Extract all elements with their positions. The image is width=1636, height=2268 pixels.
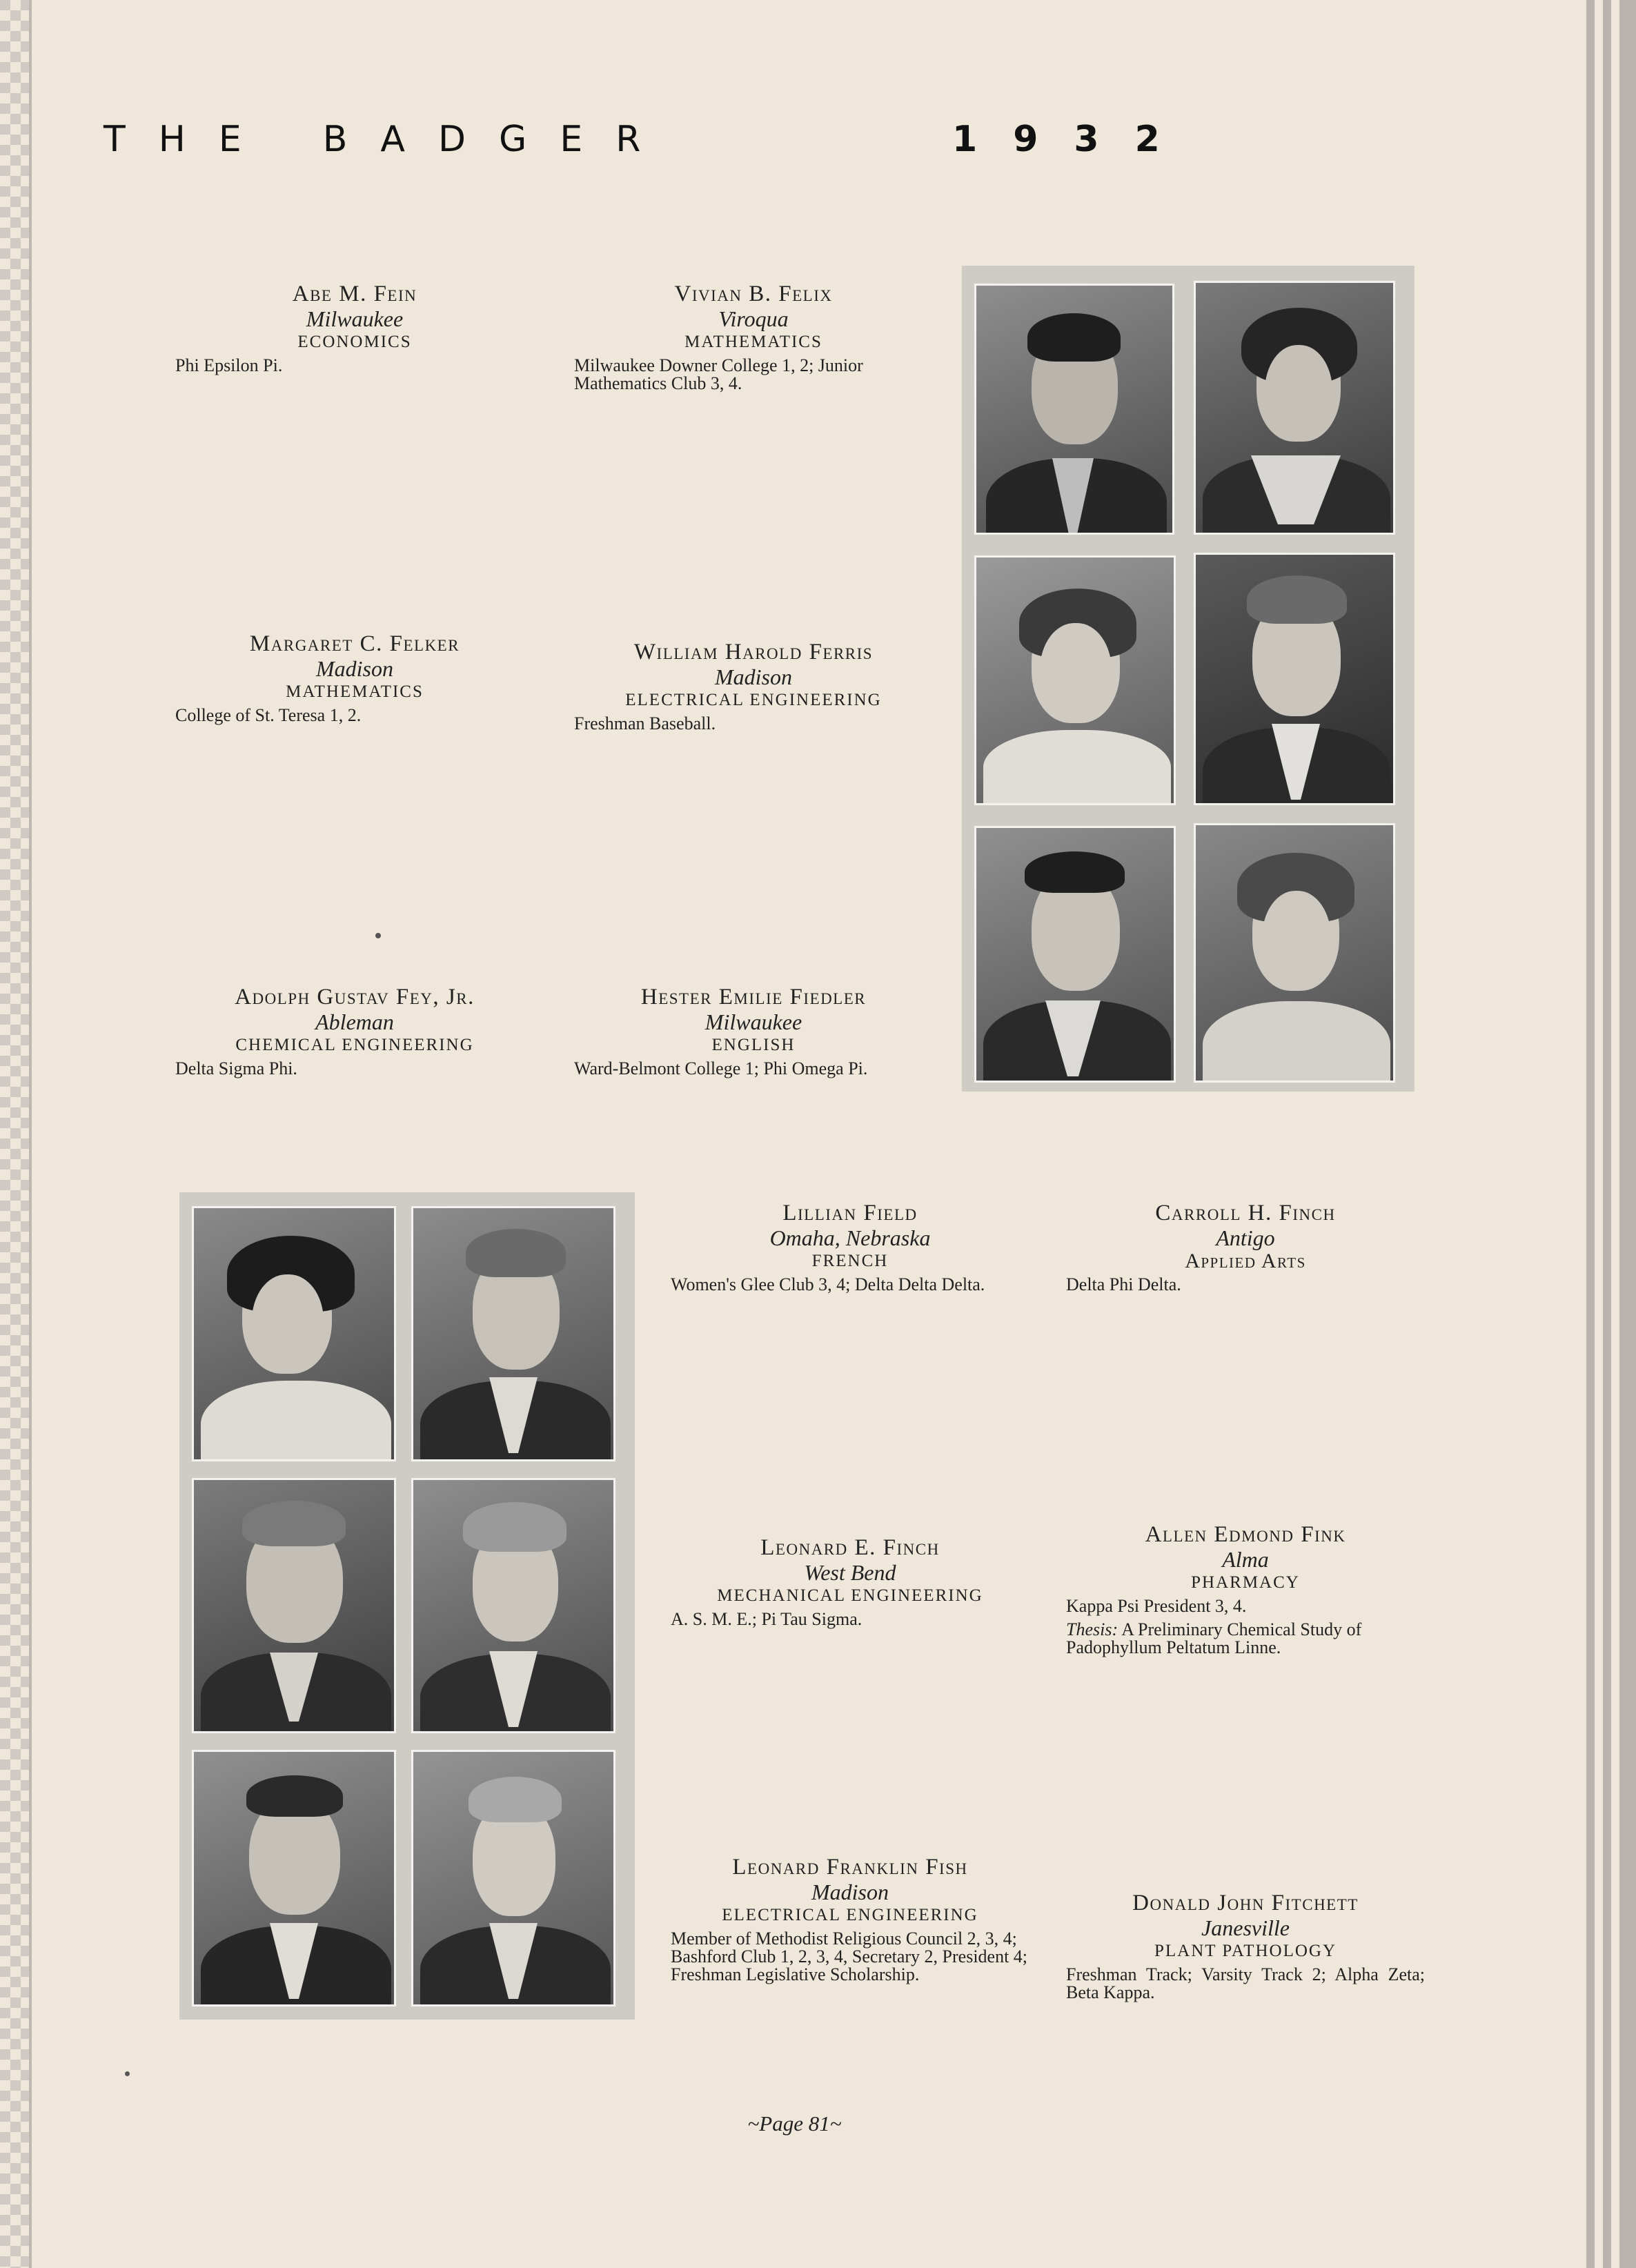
student-major: MATHEMATICS bbox=[286, 682, 424, 701]
student-entry bbox=[175, 282, 534, 375]
student-major: Applied Arts bbox=[1185, 1250, 1306, 1272]
page-number bbox=[0, 2111, 1636, 2136]
year-digit: 2 bbox=[1134, 119, 1160, 160]
student-name: William Harold Ferris bbox=[633, 640, 874, 664]
student-activities: Women's Glee Club 3, 4; Delta Delta Delta. bbox=[671, 1274, 985, 1294]
student-entry bbox=[671, 1855, 1029, 1984]
portrait-photo bbox=[192, 1750, 396, 2006]
decorative-left-border bbox=[0, 0, 32, 2268]
yearbook-title bbox=[104, 119, 673, 160]
title-letter: G bbox=[499, 119, 527, 160]
student-entry bbox=[574, 640, 933, 733]
title-letter: E bbox=[560, 119, 583, 160]
student-major: ECONOMICS bbox=[297, 333, 412, 351]
paper-speck bbox=[125, 2071, 130, 2076]
year-digit: 3 bbox=[1074, 119, 1099, 160]
page-label: ~Page 81~ bbox=[747, 2111, 842, 2136]
student-entry bbox=[175, 985, 534, 1078]
portrait-photo bbox=[974, 555, 1176, 805]
student-hometown: Ableman bbox=[315, 1009, 394, 1034]
portrait-photo bbox=[1194, 553, 1395, 805]
student-name: Leonard E. Finch bbox=[760, 1535, 940, 1560]
student-entry bbox=[1066, 1522, 1425, 1657]
student-thesis bbox=[1066, 1621, 1425, 1657]
student-entry bbox=[1066, 1201, 1425, 1294]
student-activities: College of St. Teresa 1, 2. bbox=[175, 705, 362, 725]
title-letter: D bbox=[438, 119, 466, 160]
student-entry bbox=[1066, 1891, 1425, 2002]
portrait-photo bbox=[192, 1206, 396, 1461]
portrait-photo bbox=[411, 1750, 615, 2006]
student-hometown: Omaha, Nebraska bbox=[769, 1225, 931, 1250]
thesis-title: A Preliminary Chemical Study of Padophyllum Peltatum Linne. bbox=[1066, 1619, 1362, 1657]
student-entry bbox=[574, 282, 933, 393]
student-activities: Phi Epsilon Pi. bbox=[175, 355, 283, 375]
student-name: Allen Edmond Fink bbox=[1145, 1522, 1346, 1547]
title-letter: H bbox=[158, 119, 186, 160]
year-digit: 9 bbox=[1013, 119, 1038, 160]
portrait-photo bbox=[1194, 281, 1395, 535]
student-hometown: Alma bbox=[1222, 1547, 1269, 1572]
student-hometown: Viroqua bbox=[718, 306, 789, 331]
student-major: ELECTRICAL ENGINEERING bbox=[722, 1906, 978, 1924]
student-activities: Freshman Baseball. bbox=[574, 713, 716, 733]
student-entry bbox=[671, 1201, 1029, 1294]
student-activities: Kappa Psi President 3, 4. bbox=[1066, 1596, 1247, 1616]
student-name: Hester Emilie Fiedler bbox=[640, 985, 867, 1009]
thesis-label: Thesis: bbox=[1066, 1619, 1118, 1639]
student-major: ELECTRICAL ENGINEERING bbox=[625, 691, 882, 709]
student-activities: Ward-Belmont College 1; Phi Omega Pi. bbox=[574, 1058, 868, 1078]
decorative-right-border bbox=[1579, 0, 1636, 2268]
student-activities: Delta Phi Delta. bbox=[1066, 1274, 1181, 1294]
title-letter: B bbox=[322, 119, 348, 160]
student-activities: A. S. M. E.; Pi Tau Sigma. bbox=[671, 1609, 863, 1629]
student-name: Adolph Gustav Fey, Jr. bbox=[235, 985, 475, 1009]
title-letter: A bbox=[380, 119, 405, 160]
student-name: Vivian B. Felix bbox=[674, 282, 833, 306]
student-hometown: Janesville bbox=[1201, 1915, 1290, 1940]
portrait-photo bbox=[411, 1478, 615, 1733]
title-letter: T bbox=[104, 119, 126, 160]
student-activities: Milwaukee Downer College 1, 2; Junior Mathematics Club 3, 4. bbox=[574, 355, 863, 393]
student-hometown: Antigo bbox=[1216, 1225, 1275, 1250]
paper-speck bbox=[375, 933, 381, 938]
year-digit: 1 bbox=[952, 119, 978, 160]
student-entry bbox=[175, 631, 534, 724]
student-hometown: West Bend bbox=[804, 1560, 896, 1585]
student-name: Lillian Field bbox=[782, 1201, 918, 1225]
student-major: MECHANICAL ENGINEERING bbox=[717, 1586, 983, 1605]
student-major: FRENCH bbox=[811, 1252, 889, 1270]
yearbook-year bbox=[952, 119, 1196, 160]
portrait-photo bbox=[974, 284, 1174, 535]
student-major: CHEMICAL ENGINEERING bbox=[235, 1036, 474, 1054]
student-name: Margaret C. Felker bbox=[249, 631, 460, 656]
student-name: Leonard Franklin Fish bbox=[732, 1855, 968, 1880]
student-name: Donald John Fitchett bbox=[1132, 1891, 1359, 1915]
student-hometown: Milwaukee bbox=[704, 1009, 802, 1034]
portrait-panel-top bbox=[962, 266, 1415, 1092]
title-letter: E bbox=[218, 119, 242, 160]
student-activities: Delta Sigma Phi. bbox=[175, 1058, 297, 1078]
portrait-photo bbox=[1194, 823, 1395, 1083]
student-major: PLANT PATHOLOGY bbox=[1154, 1942, 1337, 1960]
portrait-photo bbox=[192, 1478, 396, 1733]
portrait-panel-bottom bbox=[179, 1192, 635, 2020]
student-hometown: Madison bbox=[715, 664, 792, 689]
portrait-photo bbox=[974, 826, 1176, 1083]
student-major: ENGLISH bbox=[711, 1036, 796, 1054]
student-name: Carroll H. Finch bbox=[1155, 1201, 1336, 1225]
student-activities: Member of Methodist Religious Council 2, 3, 4; Bashford Club 1, 2, 3, 4, Secretary 2, President 4; Freshman Legislative Scholarship. bbox=[671, 1929, 1028, 1984]
student-hometown: Madison bbox=[811, 1880, 889, 1904]
student-major: PHARMACY bbox=[1191, 1573, 1300, 1592]
student-entry bbox=[671, 1535, 1029, 1628]
student-activities: Freshman Track; Varsity Track 2; Alpha Zeta; Beta Kappa. bbox=[1066, 1964, 1425, 2002]
student-hometown: Milwaukee bbox=[306, 306, 404, 331]
portrait-photo bbox=[411, 1206, 615, 1461]
student-major: MATHEMATICS bbox=[684, 333, 822, 351]
student-name: Abe M. Fein bbox=[292, 282, 417, 306]
student-hometown: Madison bbox=[316, 656, 393, 681]
student-entry bbox=[574, 985, 933, 1078]
title-letter: R bbox=[615, 119, 641, 160]
